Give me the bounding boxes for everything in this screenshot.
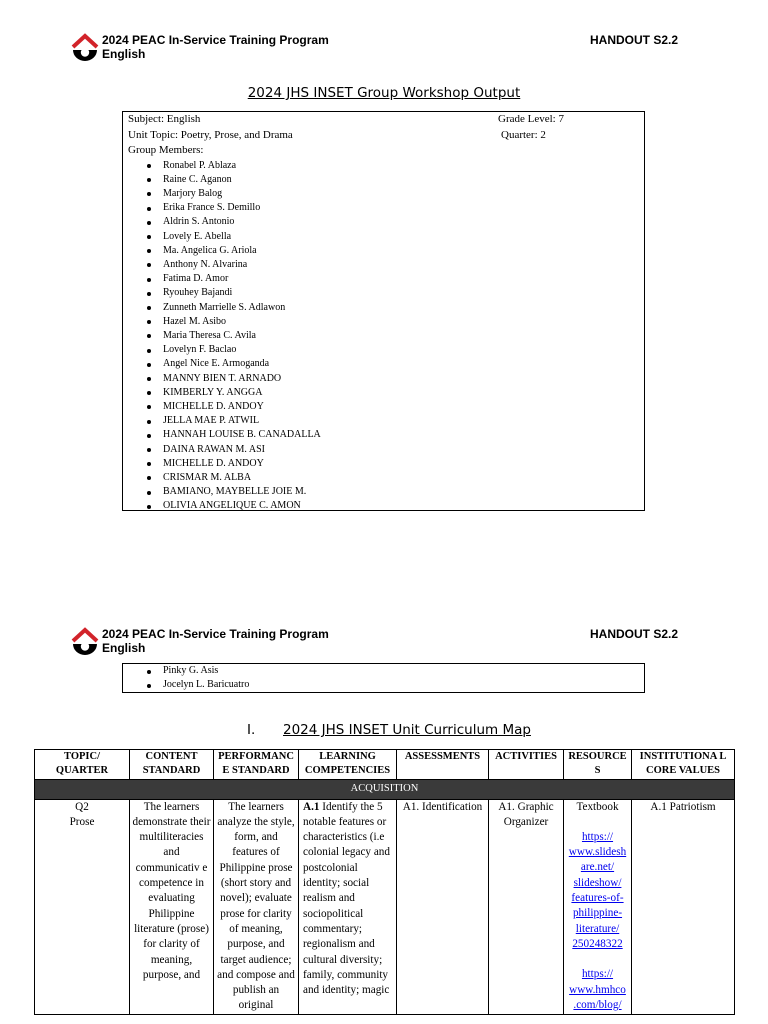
subject-text: Subject: English	[128, 113, 201, 125]
list-item: Ma. Angelica G. Ariola	[145, 244, 644, 258]
members-list	[123, 664, 644, 692]
subject-row	[123, 112, 644, 128]
topic-value: Prose	[69, 815, 95, 828]
column-header-assessments: ASSESSMENTS	[397, 750, 489, 780]
list-item: Maria Theresa C. Avila	[145, 329, 644, 343]
competency-text: Identify the 5 notable features or characteristics (i.e colonial legacy and postcolonial identity; social realism and sociopolitical commentary; regionalism and cultural diversity; family, community and identity; magic	[303, 800, 390, 997]
list-item: Erika France S. Demillo	[145, 201, 644, 215]
resource-link-slideshare[interactable]: https:// www.slidesh are.net/ slideshow/ features-of- philippine- literature/ 250248322	[568, 830, 627, 950]
column-header-learning-competencies: LEARNING COMPETENCIES	[299, 750, 397, 780]
members-list	[123, 159, 644, 514]
acquisition-band-row	[35, 779, 735, 799]
list-item: Ronabel P. Ablaza	[145, 159, 644, 173]
column-header-content-standard: CONTENT STANDARD	[130, 750, 214, 780]
group-info-box	[122, 111, 645, 511]
members-label-row	[123, 143, 644, 159]
resource-link-hmhco[interactable]: https:// www.hmhco .com/blog/	[569, 968, 626, 1011]
performance-standard-cell: The learners analyze the style, form, and features of Philippine prose (short story and novel); evaluate prose for clarity of meaning, purpose, and target audience; and compose and publish an original	[214, 799, 299, 1014]
column-header-activities: ACTIVITIES	[489, 750, 564, 780]
list-item: Jocelyn L. Baricuatro	[145, 678, 644, 692]
activity-cell: A1. Graphic Organizer	[489, 799, 564, 1014]
competency-code: A.1	[303, 800, 320, 813]
section-number: I.	[247, 722, 256, 738]
list-item: DAINA RAWAN M. ASI	[145, 443, 644, 457]
topic-cell	[35, 799, 130, 1014]
list-item: Anthony N. Alvarina	[145, 258, 644, 272]
handout-label: HANDOUT S2.2	[589, 627, 678, 641]
learning-competency-cell	[299, 799, 397, 1014]
group-info-box-continued	[122, 663, 645, 693]
page-header	[70, 627, 682, 659]
list-item: KIMBERLY Y. ANGGA	[145, 386, 644, 400]
program-title: 2024 PEAC In-Service Training Program	[102, 33, 329, 47]
list-item: Lovely E. Abella	[145, 230, 644, 244]
program-subject: English	[102, 47, 146, 61]
list-item: Lovelyn F. Baclao	[145, 343, 644, 357]
list-item: MICHELLE D. ANDOY	[145, 457, 644, 471]
program-title: 2024 PEAC In-Service Training Program	[102, 627, 329, 641]
column-header-performance-standard: PERFORMANC E STANDARD	[214, 750, 299, 780]
section-title: 2024 JHS INSET Unit Curriculum Map	[283, 722, 531, 738]
column-header-resources: RESOURCE S	[564, 750, 632, 780]
list-item: Fatima D. Amor	[145, 272, 644, 286]
handout-label: HANDOUT S2.2	[589, 33, 678, 47]
page-header	[70, 33, 682, 65]
list-item: Angel Nice E. Armoganda	[145, 357, 644, 371]
table-row	[35, 799, 735, 1014]
members-label: Group Members:	[128, 144, 204, 156]
peac-logo-icon	[70, 33, 100, 63]
list-item: Marjory Balog	[145, 187, 644, 201]
list-item: CRISMAR M. ALBA	[145, 471, 644, 485]
list-item: Ryouhey Bajandi	[145, 286, 644, 300]
column-header-topic: TOPIC/ QUARTER	[35, 750, 130, 780]
content-standard-cell: The learners demonstrate their multiliteracies and communicativ e competence in evaluating Philippine literature (prose) for clarity of meaning, purpose, and	[130, 799, 214, 1014]
list-item: MICHELLE D. ANDOY	[145, 400, 644, 414]
column-header-core-values: INSTITUTIONA L CORE VALUES	[632, 750, 735, 780]
list-item: JELLA MAE P. ATWIL	[145, 414, 644, 428]
list-item: Pinky G. Asis	[145, 664, 644, 678]
list-item: Raine C. Aganon	[145, 173, 644, 187]
unit-topic-row	[123, 128, 644, 144]
spacer	[566, 815, 629, 830]
spacer	[566, 952, 629, 967]
assessment-cell: A1. Identification	[397, 799, 489, 1014]
unit-topic-text: Unit Topic: Poetry, Prose, and Drama	[128, 128, 293, 141]
list-item: BAMIANO, MAYBELLE JOIE M.	[145, 485, 644, 499]
quarter-text: Quarter: 2	[501, 128, 546, 141]
list-item: MANNY BIEN T. ARNADO	[145, 372, 644, 386]
resources-cell	[564, 799, 632, 1014]
list-item: Hazel M. Asibo	[145, 315, 644, 329]
acquisition-band-label: ACQUISITION	[35, 779, 735, 799]
resource-label: Textbook	[576, 800, 619, 813]
peac-logo-icon	[70, 627, 100, 657]
table-header-row	[35, 750, 735, 780]
list-item: Aldrin S. Antonio	[145, 215, 644, 229]
document-title: 2024 JHS INSET Group Workshop Output	[247, 85, 521, 101]
program-subject: English	[102, 641, 146, 655]
list-item: OLIVIA ANGELIQUE C. AMON	[145, 499, 644, 513]
grade-level-text: Grade Level: 7	[498, 113, 564, 125]
list-item: HANNAH LOUISE B. CANADALLA	[145, 428, 644, 442]
quarter-value: Q2	[75, 800, 89, 813]
core-values-cell: A.1 Patriotism	[632, 799, 735, 1014]
curriculum-map-table	[34, 749, 735, 1015]
list-item: Zunneth Marrielle S. Adlawon	[145, 301, 644, 315]
